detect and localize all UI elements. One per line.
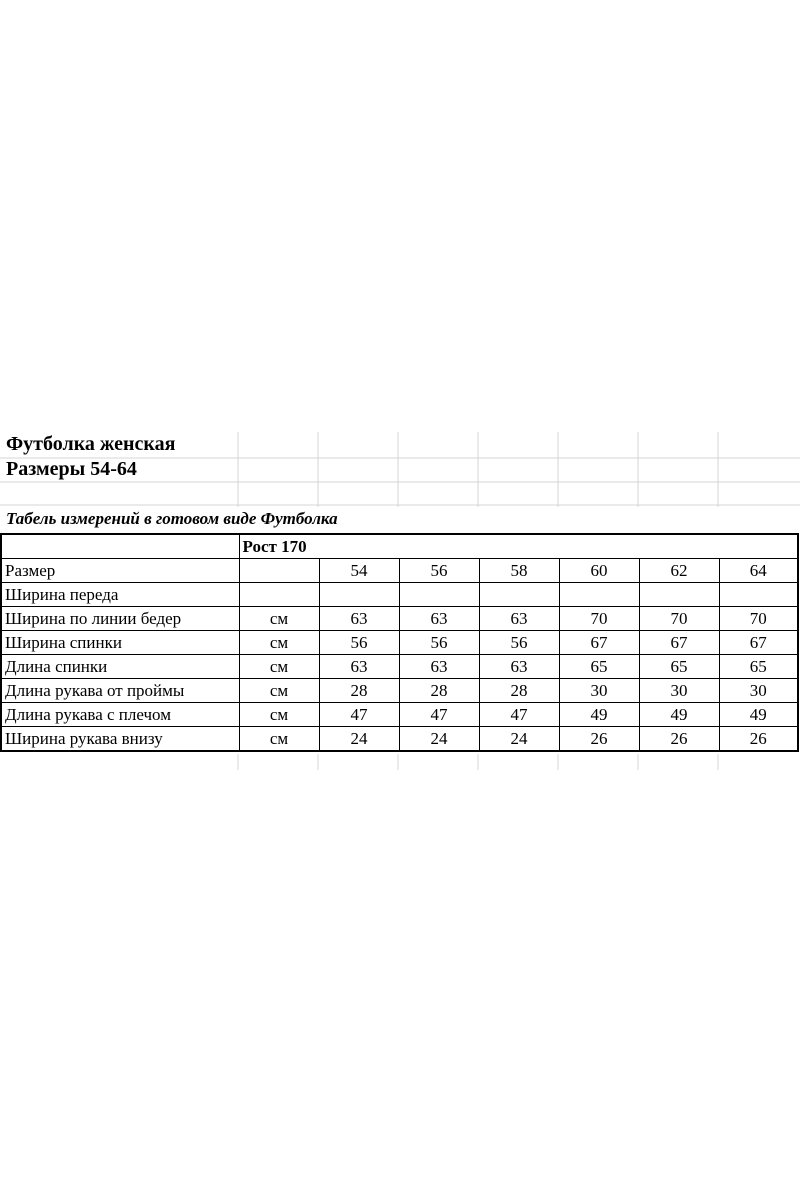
value-cell: 28 — [479, 679, 559, 703]
table-row — [1, 583, 798, 607]
value-cell: 49 — [719, 703, 798, 727]
unit-cell: см — [239, 703, 319, 727]
product-title: Футболка женская — [6, 433, 176, 455]
size-cell: 64 — [719, 559, 798, 583]
value-cell: 67 — [639, 631, 719, 655]
value-cell: 63 — [479, 655, 559, 679]
unit-cell: см — [239, 607, 319, 631]
value-cell: 56 — [479, 631, 559, 655]
measurement-label: Длина спинки — [1, 655, 239, 679]
value-cell: 67 — [719, 631, 798, 655]
value-cell: 65 — [639, 655, 719, 679]
value-cell: 24 — [319, 727, 399, 752]
size-cell: 56 — [399, 559, 479, 583]
size-header-row — [1, 559, 798, 583]
unit-cell — [239, 583, 319, 607]
value-cell — [719, 583, 798, 607]
value-cell — [559, 583, 639, 607]
measurements-table — [0, 533, 799, 752]
value-cell: 67 — [559, 631, 639, 655]
growth-label: Рост 170 — [239, 534, 798, 559]
value-cell: 65 — [559, 655, 639, 679]
value-cell: 56 — [319, 631, 399, 655]
measurement-label: Длина рукава от проймы — [1, 679, 239, 703]
table-row — [1, 607, 798, 631]
table-row — [1, 655, 798, 679]
value-cell: 24 — [399, 727, 479, 752]
unit-cell: см — [239, 727, 319, 752]
value-cell: 26 — [559, 727, 639, 752]
value-cell: 30 — [719, 679, 798, 703]
value-cell: 63 — [319, 607, 399, 631]
size-cell: 62 — [639, 559, 719, 583]
empty-cell — [239, 559, 319, 583]
value-cell: 47 — [319, 703, 399, 727]
size-cell: 58 — [479, 559, 559, 583]
measurement-label: Ширина рукава внизу — [1, 727, 239, 752]
value-cell: 26 — [719, 727, 798, 752]
measurement-label: Длина рукава с плечом — [1, 703, 239, 727]
size-header-label: Размер — [1, 559, 239, 583]
table-subtitle: Табель измерений в готовом виде Футболка — [6, 509, 338, 528]
table-row — [1, 631, 798, 655]
value-cell — [639, 583, 719, 607]
empty-cell — [1, 534, 239, 559]
size-cell: 60 — [559, 559, 639, 583]
value-cell: 28 — [399, 679, 479, 703]
table-row — [1, 679, 798, 703]
value-cell: 47 — [479, 703, 559, 727]
value-cell: 24 — [479, 727, 559, 752]
value-cell: 63 — [319, 655, 399, 679]
value-cell: 30 — [639, 679, 719, 703]
value-cell: 63 — [399, 655, 479, 679]
measurement-label: Ширина по линии бедер — [1, 607, 239, 631]
value-cell — [399, 583, 479, 607]
value-cell: 70 — [639, 607, 719, 631]
value-cell: 70 — [559, 607, 639, 631]
value-cell: 56 — [399, 631, 479, 655]
value-cell: 63 — [399, 607, 479, 631]
size-cell: 54 — [319, 559, 399, 583]
value-cell: 30 — [559, 679, 639, 703]
value-cell: 70 — [719, 607, 798, 631]
value-cell — [479, 583, 559, 607]
value-cell: 26 — [639, 727, 719, 752]
value-cell: 63 — [479, 607, 559, 631]
unit-cell: см — [239, 631, 319, 655]
value-cell: 28 — [319, 679, 399, 703]
value-cell: 49 — [559, 703, 639, 727]
measurement-label: Ширина спинки — [1, 631, 239, 655]
growth-row — [1, 534, 798, 559]
value-cell: 47 — [399, 703, 479, 727]
table-row — [1, 727, 798, 752]
value-cell: 65 — [719, 655, 798, 679]
sizes-range: Размеры 54-64 — [6, 458, 137, 480]
value-cell — [319, 583, 399, 607]
table-row — [1, 703, 798, 727]
value-cell: 49 — [639, 703, 719, 727]
measurement-label: Ширина переда — [1, 583, 239, 607]
unit-cell: см — [239, 679, 319, 703]
unit-cell: см — [239, 655, 319, 679]
